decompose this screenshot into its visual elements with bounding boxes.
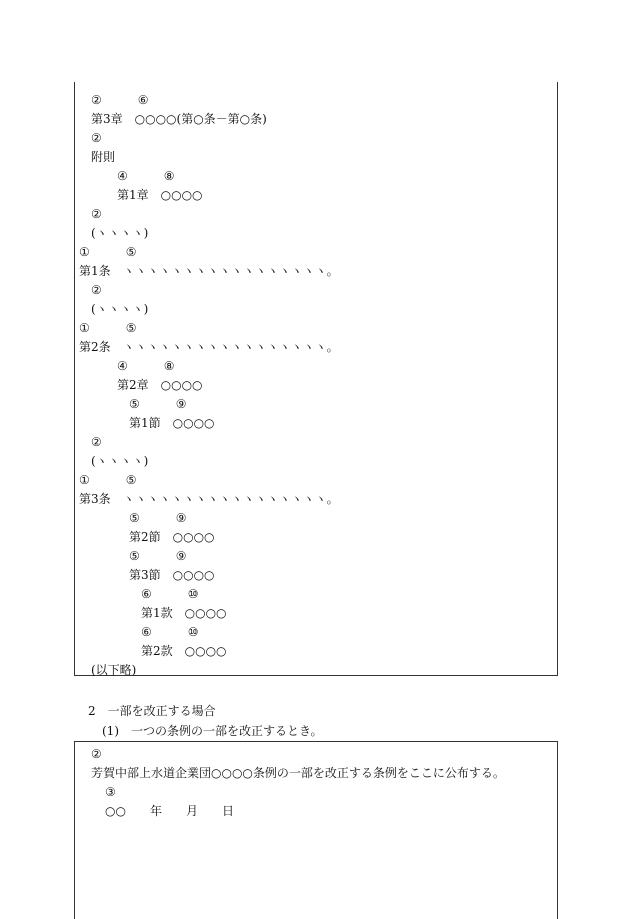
format-line: ① ⑤ (79, 473, 137, 487)
format-line: ○○ 年 月 日 (105, 804, 234, 818)
format-line: ⑥ ⑩ (141, 625, 199, 639)
format-line: ⑤ ⑨ (129, 397, 187, 411)
format-line: ④ ⑧ (117, 359, 175, 373)
format-line: ④ ⑧ (117, 169, 175, 183)
format-line: ② (91, 435, 102, 449)
format-line: (ヽヽヽヽ) (91, 302, 149, 316)
section-subheading: (1) 一つの条例の一部を改正するとき。 (102, 724, 323, 738)
format-line: ③ (105, 785, 116, 799)
format-line: ② (91, 747, 102, 761)
format-line: 附則 (91, 150, 116, 164)
format-line: (以下略) (91, 663, 137, 677)
amendment-format-frame (74, 741, 558, 919)
format-line: ① ⑤ (79, 245, 137, 259)
format-line: (ヽヽヽヽ) (91, 226, 149, 240)
format-line: 第1節 ○○○○ (129, 416, 215, 430)
format-line: 第1条 ヽヽヽヽヽヽヽヽヽヽヽヽヽヽヽヽヽ。 (79, 264, 339, 278)
format-line: ⑤ ⑨ (129, 549, 187, 563)
format-line: 第2節 ○○○○ (129, 530, 215, 544)
format-line: ⑥ ⑩ (141, 587, 199, 601)
format-line: 第3節 ○○○○ (129, 568, 215, 582)
format-line: 第3条 ヽヽヽヽヽヽヽヽヽヽヽヽヽヽヽヽヽ。 (79, 492, 339, 506)
format-line: ⑤ ⑨ (129, 511, 187, 525)
format-line: (ヽヽヽヽ) (91, 454, 149, 468)
format-line: 第2章 ○○○○ (117, 378, 203, 392)
format-line: 第1款 ○○○○ (141, 606, 227, 620)
format-line: 第1章 ○○○○ (117, 188, 203, 202)
section-heading: 2 一部を改正する場合 (88, 704, 216, 718)
format-line: ② (91, 207, 102, 221)
format-line: ① ⑤ (79, 321, 137, 335)
format-line: ② (91, 283, 102, 297)
format-line: ② ⑥ (91, 93, 149, 107)
format-line: 第3章 ○○○○(第○条－第○条) (91, 112, 267, 126)
format-line: 第2款 ○○○○ (141, 644, 227, 658)
format-line: 芳賀中部上水道企業団○○○○条例の一部を改正する条例をここに公布する。 (91, 766, 505, 780)
ordinance-format-frame (74, 82, 558, 676)
format-line: 第2条 ヽヽヽヽヽヽヽヽヽヽヽヽヽヽヽヽヽ。 (79, 340, 339, 354)
format-line: ② (91, 131, 102, 145)
